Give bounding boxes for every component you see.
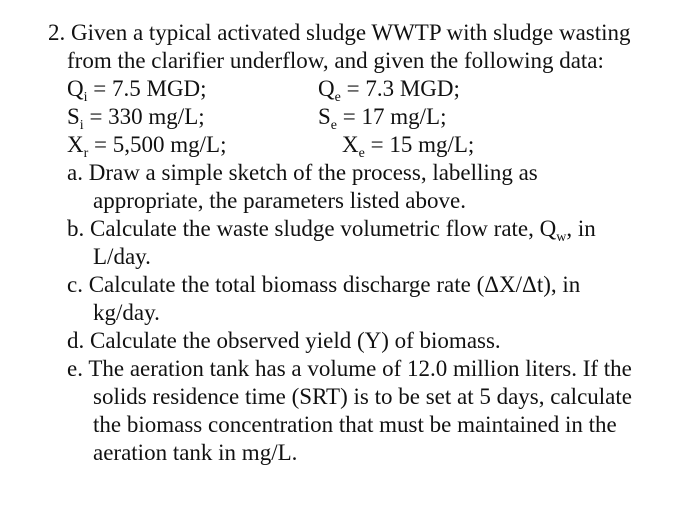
- data-xe: [342, 131, 475, 161]
- qe-subscript: e: [334, 90, 341, 105]
- data-se: [318, 103, 447, 133]
- qi-symbol: Q: [67, 76, 84, 101]
- part-e-text-1: The aeration tank has a volume of 12.0 million liters. If the: [88, 356, 632, 381]
- xe-symbol: X: [342, 132, 359, 157]
- data-xr: [67, 131, 227, 161]
- part-c-label: c.: [67, 272, 83, 297]
- se-symbol: S: [318, 104, 331, 129]
- si-subscript: i: [79, 118, 84, 133]
- intro-text-1: Given a typical activated sludge WWTP with sludge wasting: [71, 20, 631, 45]
- part-b-text-1-end: , in: [566, 216, 596, 241]
- data-si: [67, 103, 205, 133]
- data-qe: [318, 75, 460, 105]
- xr-symbol: X: [67, 132, 84, 157]
- part-d-label: d.: [67, 328, 85, 353]
- part-d-line-1: [67, 327, 501, 354]
- xe-subscript: e: [358, 146, 365, 161]
- problem-intro-line-2: from the clarifier underflow, and given the following data:: [67, 48, 604, 73]
- part-b-label: b.: [67, 216, 85, 241]
- problem-number: 2.: [48, 20, 66, 45]
- qw-subscript: w: [556, 230, 567, 245]
- part-c-line-2: kg/day.: [93, 300, 160, 325]
- se-value: = 17 mg/L;: [337, 104, 447, 129]
- part-c-text-1: Calculate the total biomass discharge rate (ΔX/Δt), in: [88, 272, 581, 297]
- xr-value: = 5,500 mg/L;: [88, 132, 227, 157]
- part-e-line-1: [67, 355, 632, 382]
- part-b-line-2: L/day.: [93, 244, 151, 269]
- xr-subscript: r: [83, 146, 89, 161]
- part-a-text-1: Draw a simple sketch of the process, labelling as: [88, 160, 538, 185]
- part-d-text-1: Calculate the observed yield (Y) of biomass.: [90, 328, 501, 353]
- problem-intro-line-1: [48, 19, 631, 46]
- qi-subscript: i: [83, 90, 88, 105]
- part-a-line-2: appropriate, the parameters listed above.: [93, 188, 466, 213]
- part-e-line-4: aeration tank in mg/L.: [93, 440, 298, 465]
- se-subscript: e: [330, 118, 338, 133]
- si-value: = 330 mg/L;: [83, 104, 205, 129]
- si-symbol: S: [67, 104, 80, 129]
- part-e-line-3: the biomass concentration that must be maintained in the: [93, 412, 617, 437]
- part-e-label: e.: [67, 356, 83, 381]
- part-a-label: a.: [67, 160, 83, 185]
- part-c-line-1: [67, 271, 580, 298]
- qe-value: = 7.3 MGD;: [340, 76, 460, 101]
- qe-symbol: Q: [318, 76, 335, 101]
- part-e-line-2: solids residence time (SRT) is to be set at 5 days, calculate: [93, 384, 632, 409]
- part-b-text-1: Calculate the waste sludge volumetric flow rate, Q: [90, 216, 557, 241]
- xe-value: = 15 mg/L;: [364, 132, 475, 157]
- qi-value: = 7.5 MGD;: [87, 76, 207, 101]
- part-b-line-1: [67, 215, 596, 245]
- data-qi: [67, 75, 207, 105]
- part-a-line-1: [67, 159, 538, 186]
